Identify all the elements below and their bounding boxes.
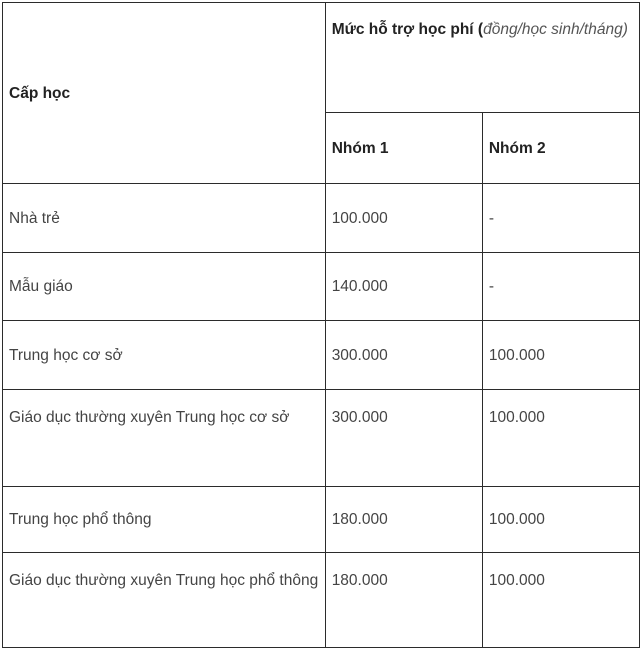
cell-group1: 100.000 <box>325 184 482 253</box>
table-row <box>3 184 640 253</box>
cell-group1: 180.000 <box>325 553 482 648</box>
cell-group1: 300.000 <box>325 321 482 390</box>
header-group2: Nhóm 2 <box>482 113 639 184</box>
table-row <box>3 253 640 321</box>
cell-group2: - <box>482 184 639 253</box>
tuition-support-table <box>2 2 640 648</box>
table-row <box>3 390 640 487</box>
header-support-title: Mức hỗ trợ học phí ( <box>331 21 484 38</box>
header-level <box>3 3 326 184</box>
header-support-unit: đồng/học sinh/tháng) <box>483 21 628 38</box>
cell-group1: 140.000 <box>325 253 482 321</box>
cell-level: Trung học phổ thông <box>3 487 326 553</box>
header-level-label: Cấp học <box>9 84 71 102</box>
cell-group2: - <box>482 253 639 321</box>
table-row <box>3 321 640 390</box>
cell-level: Giáo dục thường xuyên Trung học phổ thông <box>3 553 326 648</box>
cell-level: Mẫu giáo <box>3 253 326 321</box>
cell-group2: 100.000 <box>482 553 639 648</box>
table-row <box>3 487 640 553</box>
cell-group2: 100.000 <box>482 390 639 487</box>
cell-group2: 100.000 <box>482 487 639 553</box>
header-support <box>325 3 639 113</box>
cell-level: Nhà trẻ <box>3 184 326 253</box>
table-row <box>3 553 640 648</box>
header-group1: Nhóm 1 <box>325 113 482 184</box>
cell-group1: 180.000 <box>325 487 482 553</box>
cell-level: Trung học cơ sở <box>3 321 326 390</box>
cell-group1: 300.000 <box>325 390 482 487</box>
tuition-support-table-container <box>2 2 640 648</box>
cell-group2: 100.000 <box>482 321 639 390</box>
header-row-main <box>3 3 640 113</box>
cell-level: Giáo dục thường xuyên Trung học cơ sở <box>3 390 326 487</box>
